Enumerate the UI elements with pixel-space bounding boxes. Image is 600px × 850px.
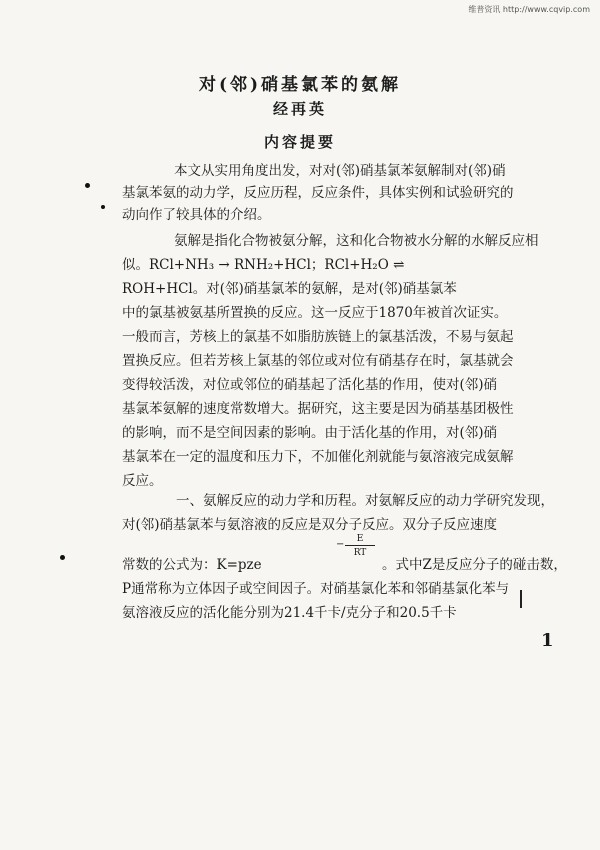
article-title: 对(邻)硝基氯苯的氨解 [198, 75, 402, 95]
fraction-denominator: RT [353, 548, 367, 558]
text-line: 基氯苯氨解的速度常数增大。据研究，这主要是因为硝基基团极性 [122, 401, 514, 417]
equation-line-end: 。式中Z是反应分子的碰击数， [382, 557, 567, 573]
text-line: 氨解是指化合物被氨分解，这和化合物被水分解的水解反应相 [174, 233, 539, 249]
exponent-fraction [336, 534, 375, 558]
scan-speck [60, 555, 65, 560]
text-line: P通常称为立体因子或空间因子。对硝基氯化苯和邻硝基氯化苯与 [122, 581, 510, 597]
scan-speck [85, 183, 90, 188]
text-line: 动向作了较具体的介绍。 [122, 207, 271, 223]
exponent-sign: − [336, 539, 345, 550]
text-line: 基氯苯氨的动力学，反应历程，反应条件，具体实例和试验研究的 [122, 185, 514, 201]
text-line: 一、氨解反应的动力学和历程。对氨解反应的动力学研究发现， [176, 493, 554, 509]
text-line: 的影响，而不是空间因素的影响。由于活化基的作用，对(邻)硝 [122, 425, 498, 441]
fraction-numerator: E [345, 534, 375, 546]
text-line: 对(邻)硝基氯苯与氨溶液的反应是双分子反应。双分子反应速度 [122, 517, 498, 533]
text-line: 基氯苯在一定的温度和压力下，不加催化剂就能与氨溶液完成氨解 [122, 449, 514, 465]
scan-mark [520, 590, 522, 608]
scan-speck [101, 205, 105, 209]
page-number: 1 [541, 630, 554, 651]
abstract-heading: 内容提要 [263, 133, 336, 151]
text-line: ROH+HCl。对(邻)硝基氯苯的氨解，是对(邻)硝基氯苯 [122, 281, 457, 297]
text-line: 似。RCl+NH₃ → RNH₂+HCl；RCl+H₂O ⇌ [122, 257, 405, 273]
text-line: 一般而言，芳核上的氯基不如脂肪族链上的氯基活泼，不易与氨起 [122, 329, 514, 345]
watermark: 维普资讯 http://www.cqvip.com [468, 5, 590, 14]
text-line: 氨溶液反应的活化能分别为21.4千卡/克分子和20.5千卡 [122, 605, 457, 621]
author-name: 经再英 [272, 100, 327, 118]
text-line: 本文从实用角度出发，对对(邻)硝基氯苯氨解制对(邻)硝 [174, 163, 506, 179]
text-line: 置换反应。但若芳核上氯基的邻位或对位有硝基存在时，氯基就会 [122, 353, 514, 369]
text-line: 变得较活泼，对位或邻位的硝基起了活化基的作用，使对(邻)硝 [122, 377, 498, 393]
text-line: 中的氯基被氨基所置换的反应。这一反应于1870年被首次证实。 [122, 305, 508, 321]
equation-line-start: 常数的公式为：K=pze [122, 557, 262, 573]
text-line: 反应。 [122, 473, 163, 489]
